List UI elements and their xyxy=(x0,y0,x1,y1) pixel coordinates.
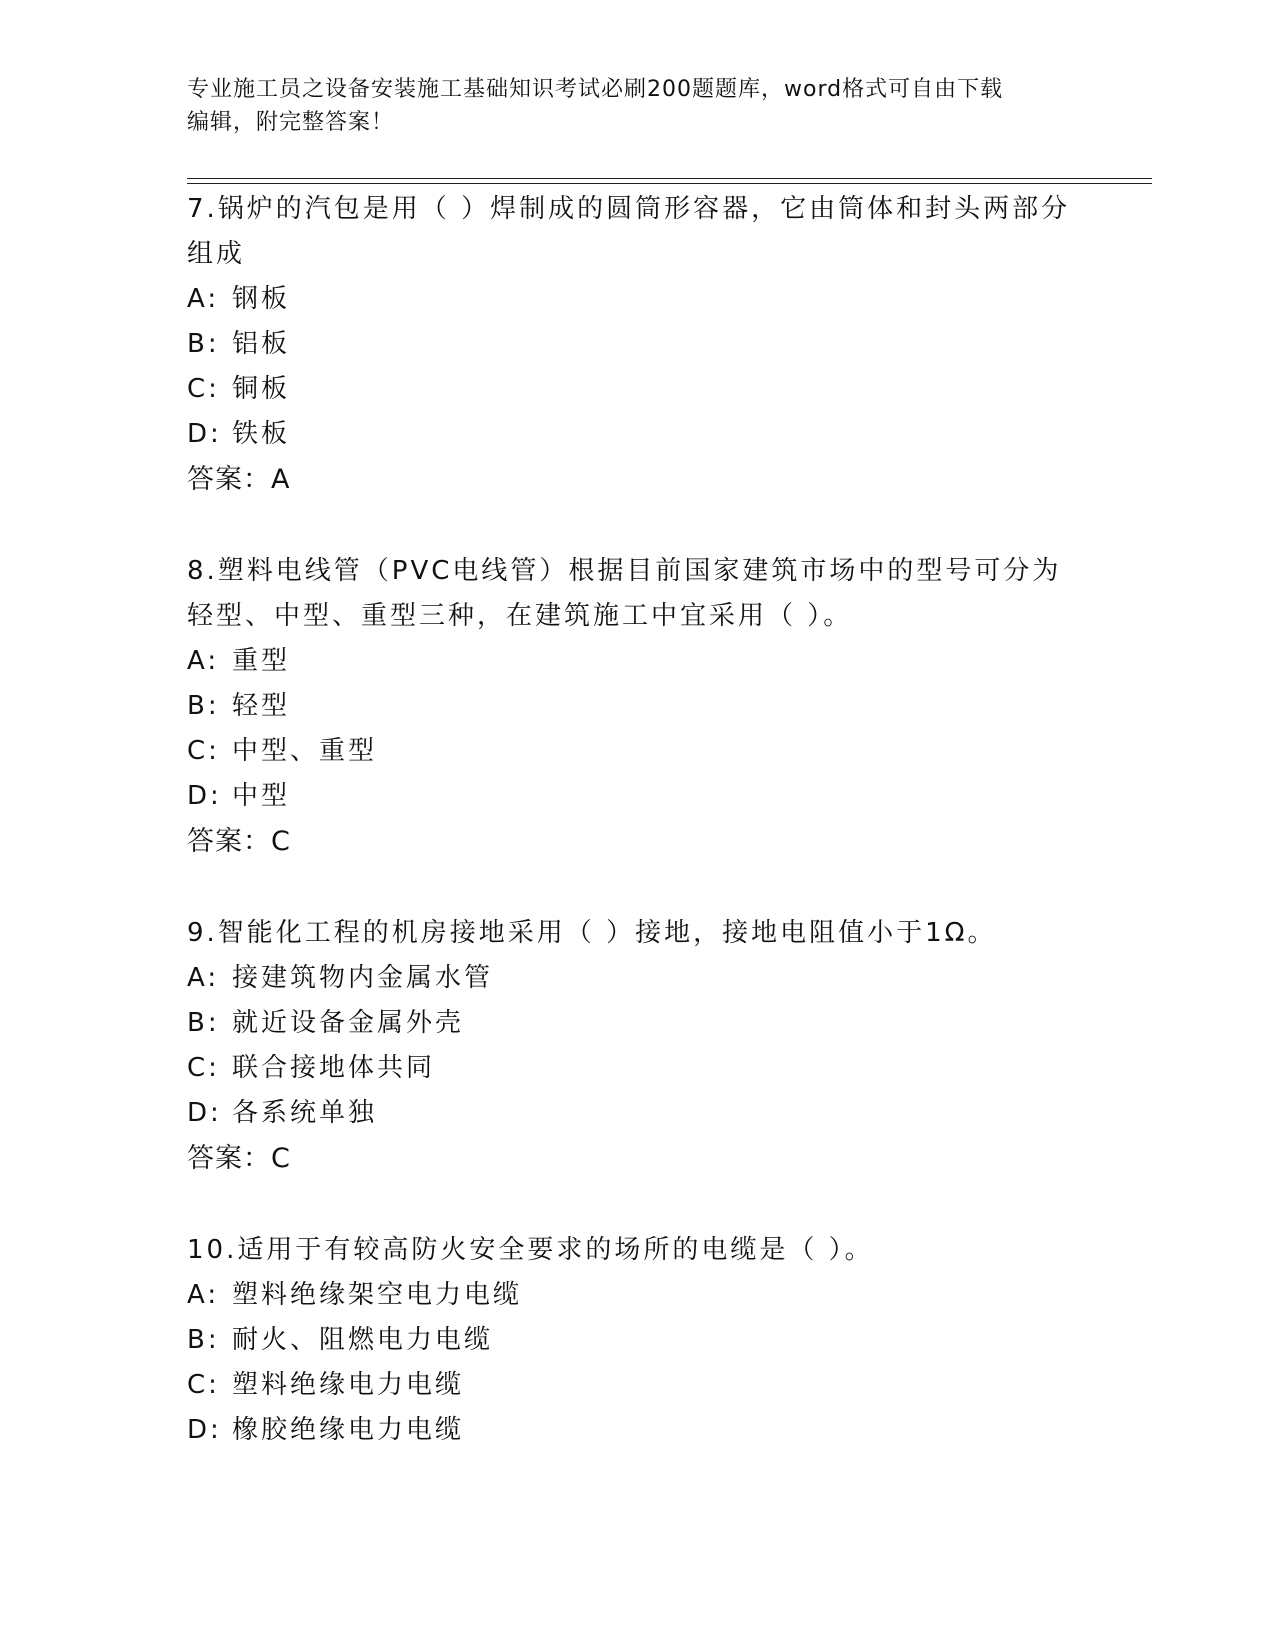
option-text: 中型 xyxy=(232,781,291,811)
option-letter: C: xyxy=(187,736,220,766)
option-letter: D: xyxy=(187,419,222,449)
question-text: 7.锅炉的汽包是用（ ）焊制成的圆筒形容器，它由筒体和封头两部分组成 xyxy=(187,194,1071,269)
option-letter: B: xyxy=(187,691,220,721)
option-c xyxy=(187,729,1087,774)
question-9 xyxy=(187,911,1087,1181)
option-letter: D: xyxy=(187,1415,222,1445)
option-letter: A: xyxy=(187,1280,220,1310)
question-8 xyxy=(187,549,1087,864)
answer-value: C xyxy=(271,1143,291,1174)
option-text: 铜板 xyxy=(232,374,291,404)
option-c xyxy=(187,367,1087,412)
header-divider-top xyxy=(187,178,1152,179)
option-d xyxy=(187,412,1087,457)
option-letter: A: xyxy=(187,963,220,993)
option-text: 铝板 xyxy=(232,329,291,359)
option-a xyxy=(187,639,1087,684)
option-letter: A: xyxy=(187,284,220,314)
option-text: 联合接地体共同 xyxy=(232,1053,436,1083)
answer-line xyxy=(187,819,1087,864)
question-7 xyxy=(187,187,1087,502)
option-text: 塑料绝缘架空电力电缆 xyxy=(232,1280,523,1310)
option-d xyxy=(187,1091,1087,1136)
answer-line xyxy=(187,457,1087,502)
option-letter: B: xyxy=(187,329,220,359)
option-text: 耐火、阻燃电力电缆 xyxy=(232,1325,494,1355)
option-letter: B: xyxy=(187,1008,220,1038)
option-letter: C: xyxy=(187,374,220,404)
option-b xyxy=(187,1318,1087,1363)
option-text: 中型、重型 xyxy=(232,736,378,766)
option-c xyxy=(187,1363,1087,1408)
option-letter: C: xyxy=(187,1370,220,1400)
option-c xyxy=(187,1046,1087,1091)
option-b xyxy=(187,322,1087,367)
option-text: 钢板 xyxy=(232,284,291,314)
option-text: 各系统单独 xyxy=(232,1098,378,1128)
option-d xyxy=(187,1408,1087,1453)
option-b xyxy=(187,1001,1087,1046)
answer-label: 答案： xyxy=(187,1143,271,1174)
option-text: 重型 xyxy=(232,646,291,676)
option-b xyxy=(187,684,1087,729)
option-text: 塑料绝缘电力电缆 xyxy=(232,1370,465,1400)
question-10 xyxy=(187,1228,1087,1453)
option-letter: D: xyxy=(187,781,222,811)
header-divider-bottom xyxy=(187,183,1152,184)
option-letter: A: xyxy=(187,646,220,676)
answer-label: 答案： xyxy=(187,826,271,857)
option-d xyxy=(187,774,1087,819)
option-letter: B: xyxy=(187,1325,220,1355)
option-letter: C: xyxy=(187,1053,220,1083)
option-a xyxy=(187,277,1087,322)
option-text: 接建筑物内金属水管 xyxy=(232,963,494,993)
question-text: 9.智能化工程的机房接地采用（ ）接地，接地电阻值小于1Ω。 xyxy=(187,918,997,948)
header-line-1: 专业施工员之设备安装施工基础知识考试必刷200题题库，word格式可自由下载 xyxy=(187,77,1004,102)
header-line-2: 编辑，附完整答案！ xyxy=(187,110,395,135)
document-header xyxy=(187,73,1087,139)
question-text: 10.适用于有较高防火安全要求的场所的电缆是（ ）。 xyxy=(187,1235,874,1265)
option-a xyxy=(187,956,1087,1001)
answer-value: C xyxy=(271,826,291,857)
option-a xyxy=(187,1273,1087,1318)
answer-label: 答案： xyxy=(187,464,271,495)
option-text: 铁板 xyxy=(232,419,291,449)
option-text: 轻型 xyxy=(232,691,291,721)
question-text: 8.塑料电线管（PVC电线管）根据目前国家建筑市场中的型号可分为轻型、中型、重型三种，在建筑施工中宜采用（ ）。 xyxy=(187,556,1062,631)
option-text: 橡胶绝缘电力电缆 xyxy=(232,1415,465,1445)
option-text: 就近设备金属外壳 xyxy=(232,1008,465,1038)
option-letter: D: xyxy=(187,1098,222,1128)
answer-line xyxy=(187,1136,1087,1181)
answer-value: A xyxy=(271,464,291,495)
